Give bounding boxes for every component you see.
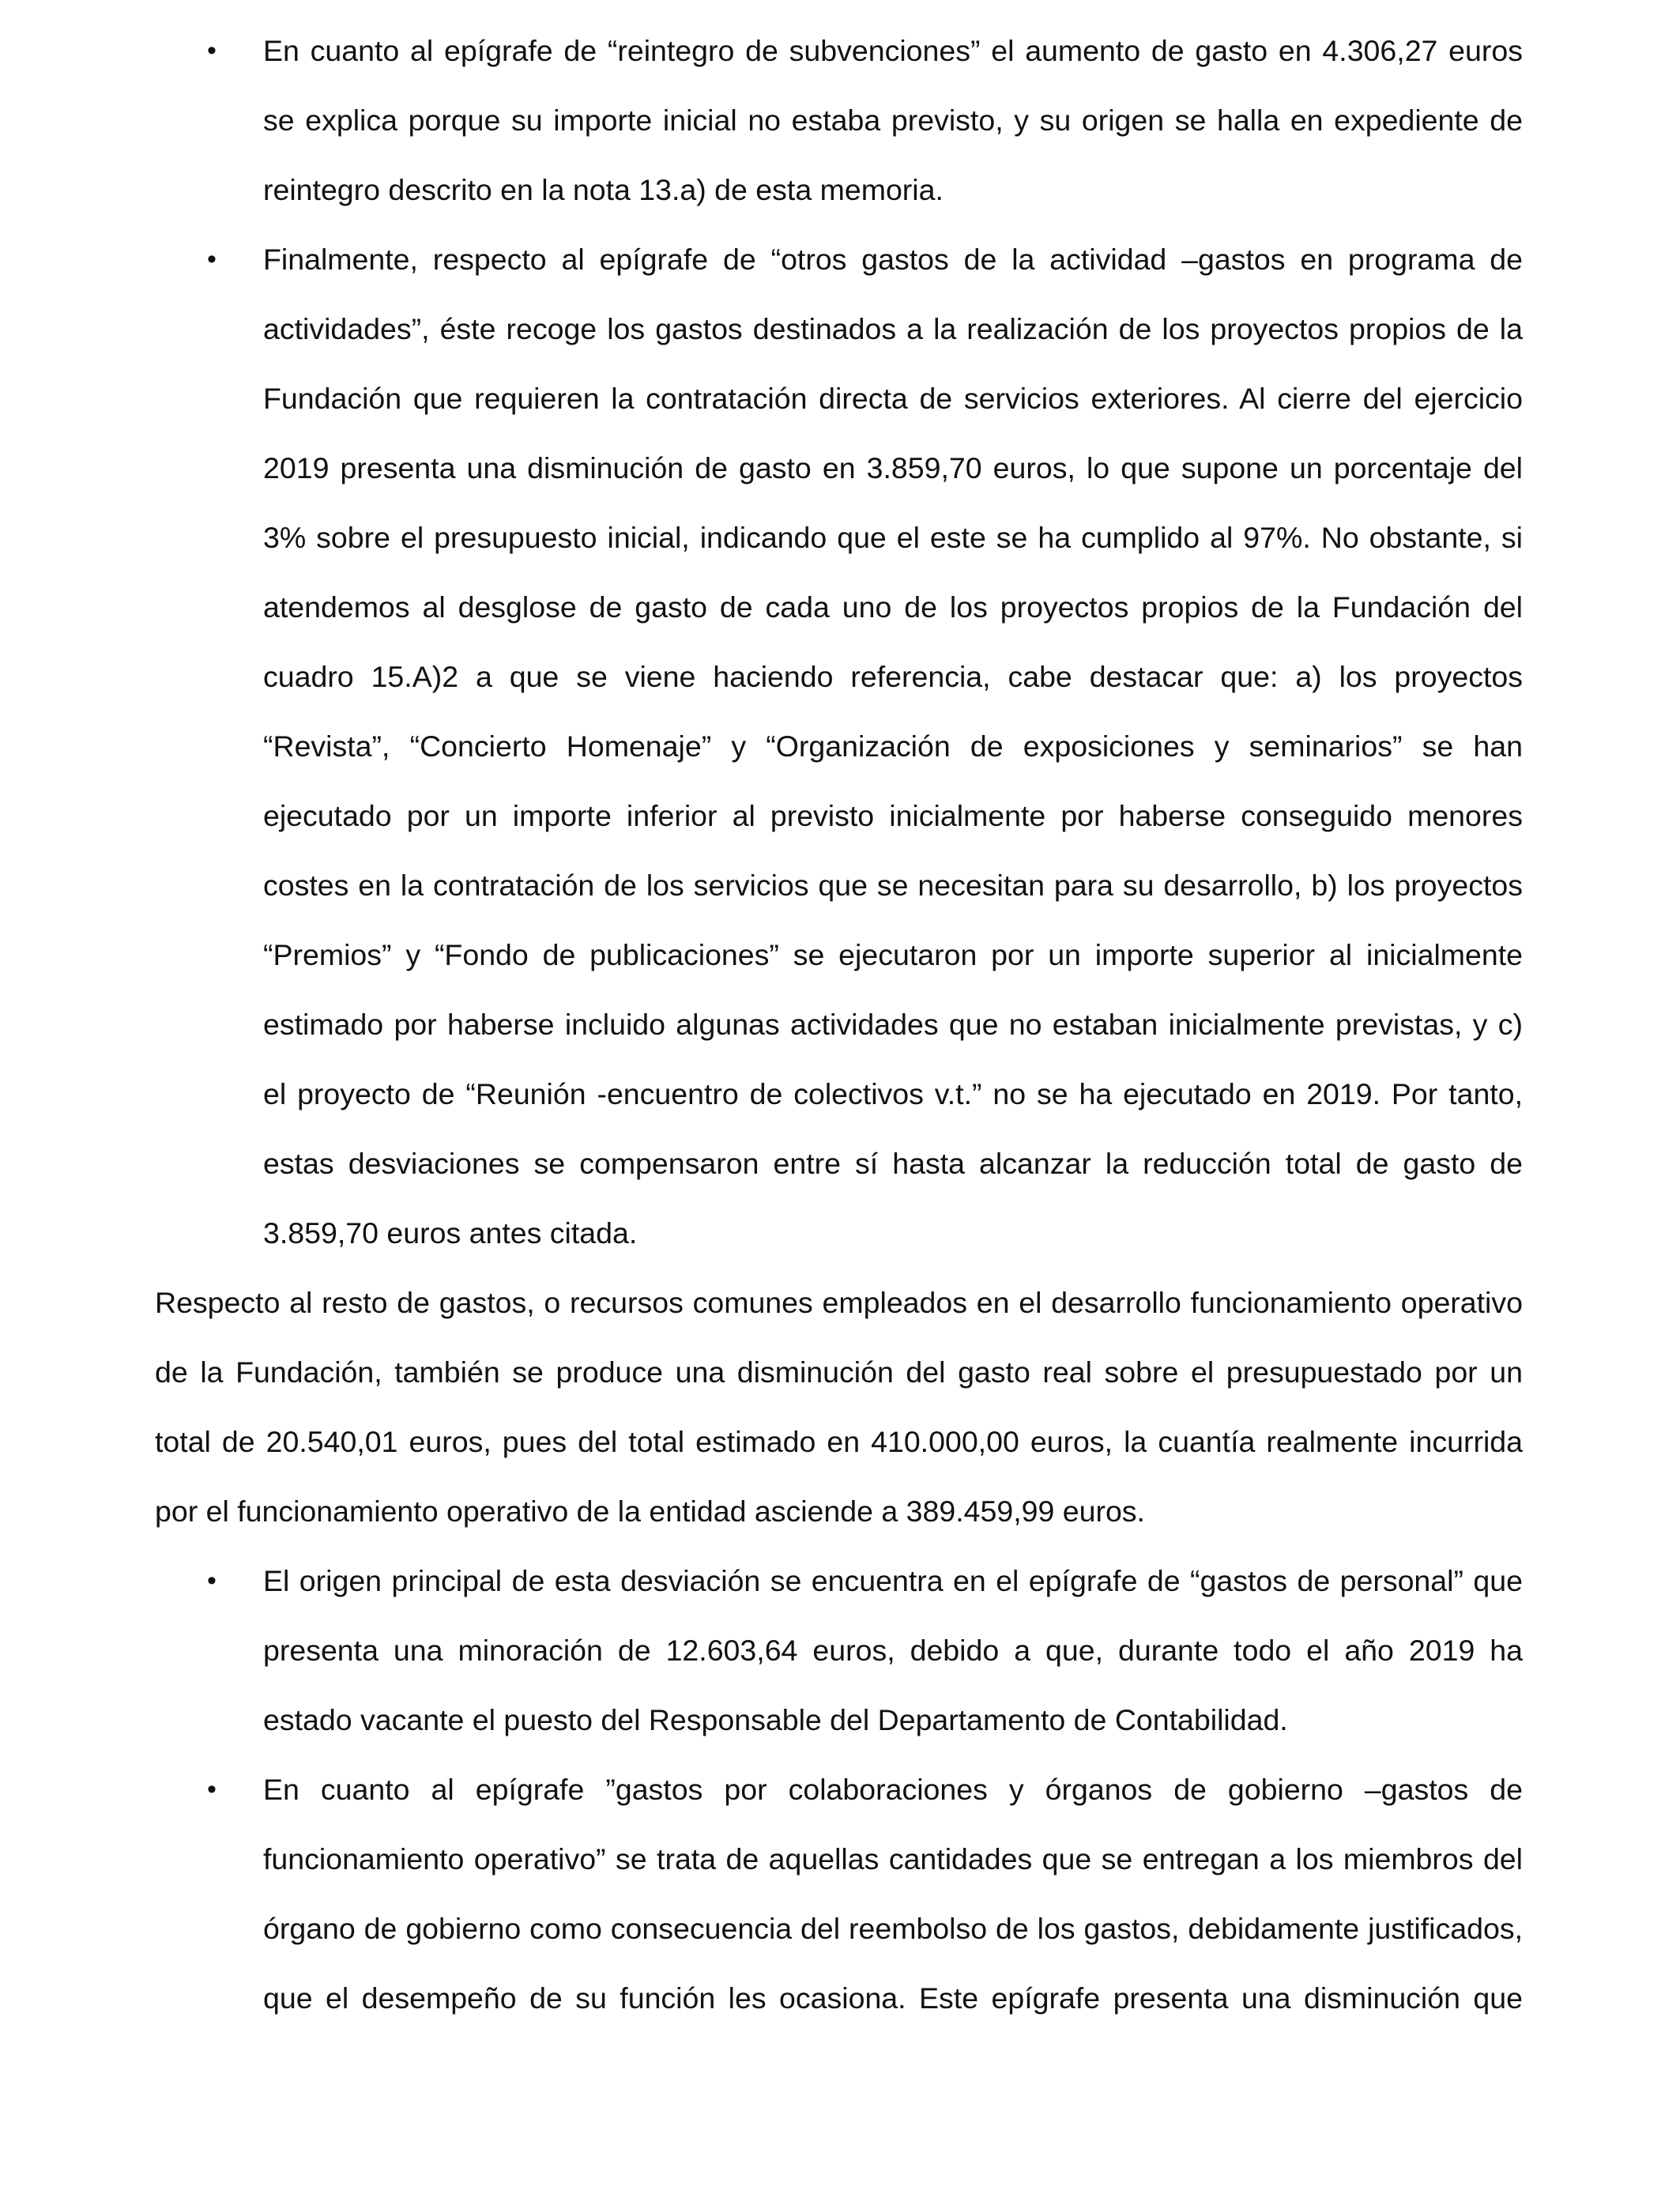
bullet-marker: • [207, 36, 217, 66]
paragraph-resto-gastos: Respecto al resto de gastos, o recursos comunes empleados en el desarrollo funcionamiento operativo de la Fundación, también se produce una disminución del gasto real sobre el presupuestado por un total de 20.540,01 euros, pues del total estimado en 410.000,00 euros, la cuantía realmente incurrida por el funcionamiento operativo de la entidad asciende a 389.459,99 euros. [155, 1286, 1523, 1528]
bullet-marker: • [207, 244, 217, 274]
bullet-paragraph-otros-gastos: Finalmente, respecto al epígrafe de “otros gastos de la actividad –gastos en programa de actividades”, éste recoge los gastos destinados a la realización de los proyectos propios de la Fundación que requieren la contratación directa de servicios exteriores. Al cierre del ejercicio 2019 presenta una disminución de gasto en 3.859,70 euros, lo que supone un porcentaje del 3% sobre el presupuesto inicial, indicando que el este se ha cumplido al 97%. No obstante, si atendemos al desglose de gasto de cada uno de los proyectos propios de la Fundación del cuadro 15.A)2 a que se viene haciendo referencia, cabe destacar que: a) los proyectos “Revista”, “Concierto Homenaje” y “Organización de exposiciones y seminarios” se han ejecutado por un importe inferior al previsto inicialmente por haberse conseguido menores costes en la contratación de los servicios que se necesitan para su desarrollo, b) los proyectos “Premios” y “Fondo de publicaciones” se ejecutaron por un importe superior al inicialmente estimado por haberse incluido algunas actividades que no estaban inicialmente previstas, y c) el proyecto de “Reunión -encuentro de colectivos v.t.” no se ha ejecutado en 2019. Por tanto, estas desviaciones se compensaron entre sí hasta alcanzar la reducción total de gasto de 3.859,70 euros antes citada. [263, 243, 1523, 1250]
bullet-paragraph-colaboraciones: En cuanto al epígrafe ”gastos por colaboraciones y órganos de gobierno –gastos de funcionamiento operativo” se trata de aquellas cantidades que se entregan a los miembros del órgano de gobierno como consecuencia del reembolso de los gastos, debidamente justificados, que el desempeño de su función les ocasiona. Este epígrafe presenta una disminución que [263, 1773, 1523, 2015]
bullet-paragraph-gastos-personal: El origen principal de esta desviación se encuentra en el epígrafe de “gastos de personal” que presenta una minoración de 12.603,64 euros, debido a que, durante todo el año 2019 ha estado vacante el puesto del Responsable del Departamento de Contabilidad. [263, 1564, 1523, 1736]
bullet-paragraph-reintegro: En cuanto al epígrafe de “reintegro de subvenciones” el aumento de gasto en 4.306,27 euros se explica porque su importe inicial no estaba previsto, y su origen se halla en expediente de reintegro descrito en la nota 13.a) de esta memoria. [263, 34, 1523, 206]
bullet-marker: • [207, 1566, 217, 1596]
bullet-marker: • [207, 1774, 217, 1804]
